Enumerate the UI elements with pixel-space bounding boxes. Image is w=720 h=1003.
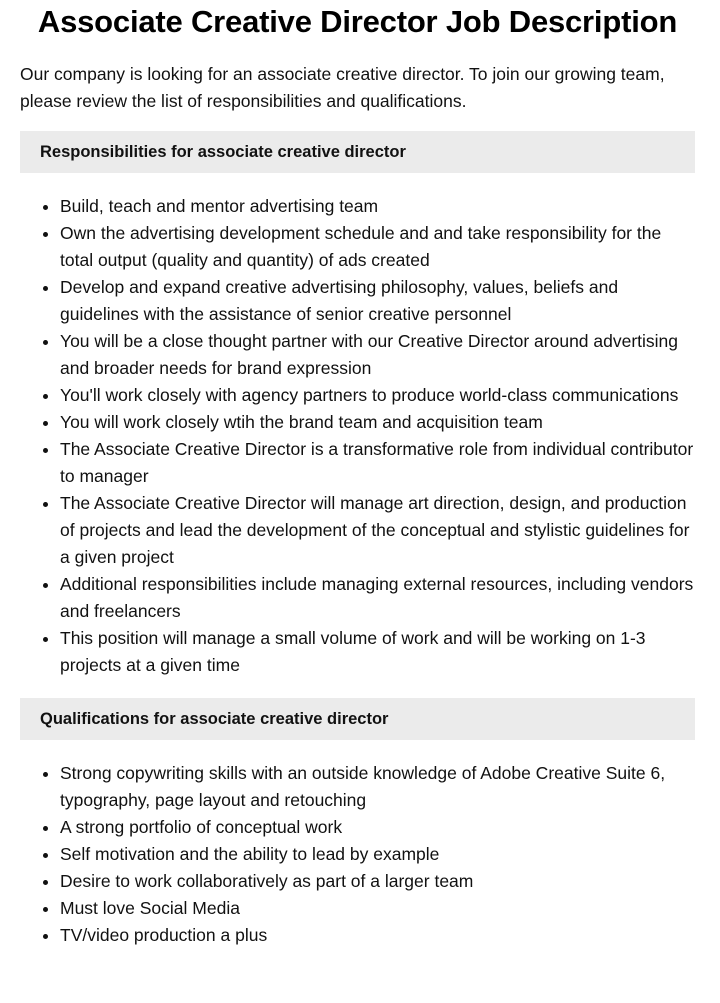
- list-item: Desire to work collaboratively as part of a larger team: [60, 868, 695, 895]
- list-item: TV/video production a plus: [60, 922, 695, 949]
- list-item: Develop and expand creative advertising philosophy, values, beliefs and guidelines with the assistance of senior creative personnel: [60, 274, 695, 328]
- responsibilities-heading: Responsibilities for associate creative director: [20, 131, 695, 173]
- qualifications-list: [20, 760, 695, 949]
- qualifications-heading: Qualifications for associate creative director: [20, 698, 695, 740]
- list-item: This position will manage a small volume of work and will be working on 1-3 projects at a given time: [60, 625, 695, 679]
- intro-paragraph: Our company is looking for an associate creative director. To join our growing team, please review the list of responsibilities and qualifications.: [20, 64, 665, 111]
- page-title: Associate Creative Director Job Description: [37, 4, 678, 39]
- list-item: You will work closely wtih the brand team and acquisition team: [60, 409, 695, 436]
- list-item: You will be a close thought partner with our Creative Director around advertising and broader needs for brand expression: [60, 328, 695, 382]
- list-item: Own the advertising development schedule and and take responsibility for the total output (quality and quantity) of ads created: [60, 220, 695, 274]
- list-item: The Associate Creative Director will manage art direction, design, and production of projects and lead the development of the conceptual and stylistic guidelines for a given project: [60, 490, 695, 571]
- list-item: Self motivation and the ability to lead by example: [60, 841, 695, 868]
- list-item: Must love Social Media: [60, 895, 695, 922]
- list-item: You'll work closely with agency partners to produce world-class communications: [60, 382, 695, 409]
- list-item: Build, teach and mentor advertising team: [60, 193, 695, 220]
- list-item: The Associate Creative Director is a transformative role from individual contributor to manager: [60, 436, 695, 490]
- list-item: A strong portfolio of conceptual work: [60, 814, 695, 841]
- list-item: Strong copywriting skills with an outside knowledge of Adobe Creative Suite 6, typography, page layout and retouching: [60, 760, 695, 814]
- responsibilities-list: [20, 193, 695, 679]
- list-item: Additional responsibilities include managing external resources, including vendors and freelancers: [60, 571, 695, 625]
